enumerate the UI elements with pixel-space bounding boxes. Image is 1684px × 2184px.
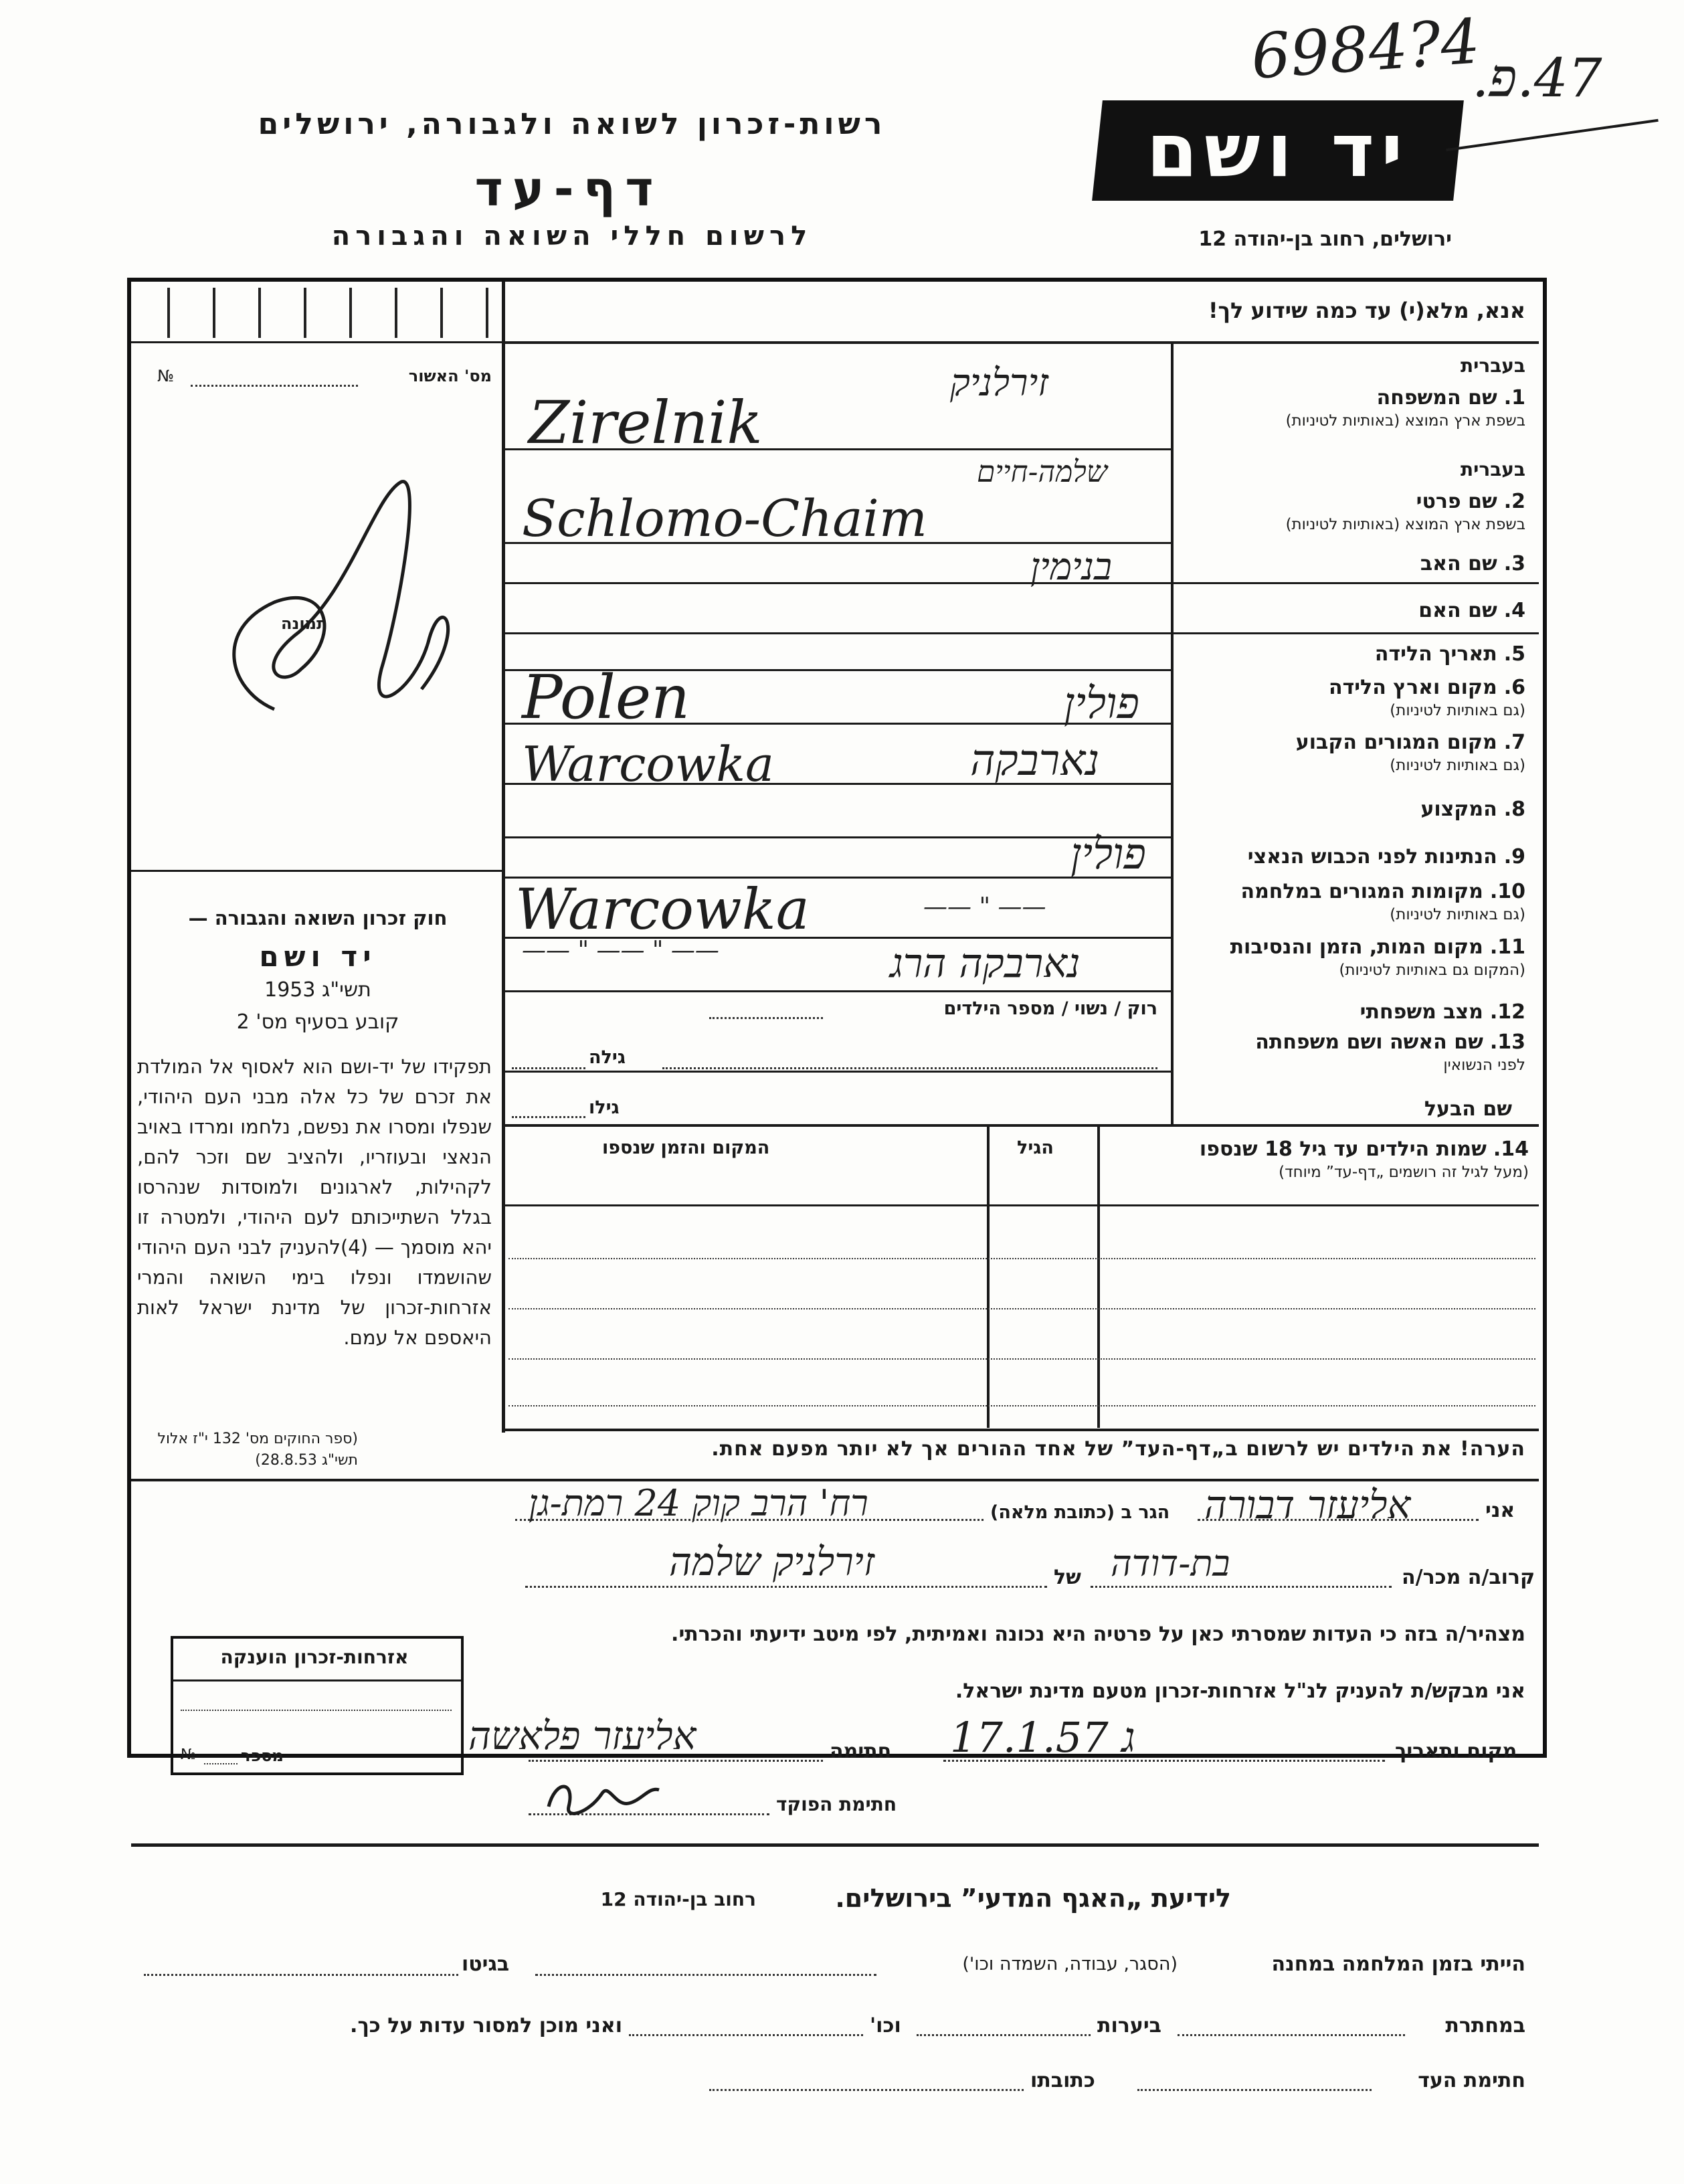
handwritten-underline [1446,119,1658,151]
wife-age-field[interactable] [512,1067,585,1069]
field-3-title: שם האב [1420,552,1497,575]
footer-witness-address-label: כתובתו [1030,2069,1095,2092]
field-2-hebrew-value[interactable]: שלמה-חיים [977,455,1108,489]
stamp-box-title: אזרחות-זכרון הוענקה [220,1646,409,1668]
footer-witness-signature-label: חתימת העד [1418,2069,1525,2092]
field-3-value[interactable]: בנימין [1030,545,1113,589]
field-1-hebrew-value[interactable]: זירלניק [950,361,1048,405]
row-rule [505,1071,1171,1073]
husband-age-label: גילו [589,1097,620,1118]
yad-vashem-logo [1092,100,1464,201]
note-bottom-rule [131,1479,1539,1481]
of-value[interactable]: זירלניק שלמה [669,1539,875,1584]
children-col-divider [987,1127,990,1428]
field-7-title: מקום המגורים הקבוע [1295,731,1497,754]
footer-forests-label: ביערות [1097,2014,1161,2037]
field-11-ditto: —— " —— " —— [522,937,719,964]
footer-title: לידיעת „האגף המדעי” בירושלים. [835,1884,1231,1913]
field-14-sub: (מעל לגיל זה רושמים „דף-עד” מיוחד) [1279,1164,1529,1181]
tick [258,288,261,338]
wife-name-field[interactable] [662,1067,1157,1069]
law-title: חוק זכרון השואה והגבורה — [188,907,448,929]
field-9-title: הנתינות לפני הכבוש הנאצי [1247,845,1497,869]
tick [167,288,170,338]
law-clause: קובע בסעיף מס' 2 [236,1010,399,1034]
field-11-hebrew-value[interactable]: נארבקה הרג [890,940,1081,987]
row-rule [505,632,1539,634]
field-5-number: 5. [1503,642,1525,666]
field-7-latin-value[interactable]: Warcowka [522,736,774,792]
field-4-title: שם האם [1418,599,1497,622]
field-6-sub: (גם באותיות לטיניות) [1390,702,1525,719]
logo-text: יד ושם [1146,108,1410,193]
field-1-label [1178,355,1525,430]
approval-no-sign: № [157,367,174,385]
approval-number-label: מס' האשור [408,367,492,385]
field-4-label [1178,599,1525,622]
field-10-label [1178,880,1525,923]
approval-number-field[interactable] [191,385,358,387]
field-10-ditto: —— " —— [923,893,1046,921]
field-1-hebrew-tag: בעברית [1460,355,1525,377]
children-row[interactable] [508,1258,1535,1259]
field-12-label [1178,1000,1525,1024]
children-row[interactable] [508,1405,1535,1406]
signature-line [529,1760,823,1762]
husband-title: שם הבעל [1424,1097,1512,1121]
field-2-number: 2. [1503,490,1525,513]
field-1-latin-value[interactable]: Zirelnik [529,388,763,457]
tick [213,288,215,338]
note-text: הערה! את הילדים יש לרשום ב„דף-העד” של אחד ההורים אך לא יותר מפעם אחת. [711,1437,1525,1461]
declarant-label: אני [1485,1499,1515,1522]
footer-ghetto-label: בגיטו [462,1952,510,1976]
children-row[interactable] [508,1308,1535,1309]
field-9-number: 9. [1503,845,1525,869]
field-3-label [1178,552,1525,575]
relation-value[interactable]: בת-דודה [1111,1542,1230,1584]
declarant-name-value[interactable]: אליעזר דבורה [1204,1482,1411,1528]
footer-forests-field[interactable] [917,2034,1091,2036]
tick [486,288,488,338]
field-10-latin-value[interactable]: Warcowka [515,877,810,942]
children-place-header: המקום והזמן שנספו [602,1138,770,1158]
stamp-box-rule [173,1679,461,1681]
field-3-number: 3. [1503,552,1525,575]
law-year: תשי"ג 1953 [264,978,371,1002]
stamp-box-line [181,1710,452,1711]
note-top-rule [505,1429,1539,1431]
field-4-number: 4. [1503,599,1525,622]
field-8-title: המקצוע [1420,798,1497,821]
relative-label: קרוב/ה מכר/ה [1402,1566,1535,1589]
law-reference: (ספר החוקים מס' 132 י"ז אלול תשי"ג 28.8.53) [157,1431,358,1469]
row-rule [505,990,1171,992]
of-line [525,1586,1047,1588]
field-11-title: מקום המות, הזמן והנסיבות [1230,935,1483,959]
place-date-label: מקום ותאריך [1395,1740,1517,1763]
field-11-number: 11. [1489,935,1525,959]
stamp-number-label: מספר [241,1746,284,1765]
form-title: דף-עד [474,161,663,217]
header-address: ירושלים, רחוב בן-יהודה 12 [1198,227,1452,251]
field-12-title: מצב משפחתי [1360,1000,1483,1024]
footer-witness-address-field[interactable] [709,2089,1024,2091]
footer-underground-label: במחתרת [1445,2014,1525,2037]
handwritten-mark: 47.פ. [1472,47,1602,109]
form-subtitle: לרשום חללי השואה והגבורה [331,221,813,252]
children-age-header: הגיל [1017,1138,1054,1158]
field-1-title: שם המשפחה [1376,386,1497,410]
field-13-title: שם האשה ושם משפחתה [1255,1030,1483,1054]
field-6-latin-value[interactable]: Polen [522,662,690,733]
law-text: תפקידו של יד-ושם הוא לאסוף אל המולדת את זכרם של כל אלה מבני העם היהודי, שנפלו ומסרו את נפשם, נלחמו ומרדו באויב הנאצי ובעוזריו, ולהציב שם וזכר להם, לקהילות, לארגונים ולמוסדות שנהרסו בגלל השתייכותם לעם היהודי, ולמטרה זו יהא מוסמך — (4)להעניק לבני העם היהודי שהושמדו ונפלו בימי השואה והמרי אזרחות-זכרון של מדינת ישראל לאות היאספם אל עמם. [137,1055,492,1349]
tick [349,288,352,338]
footer-underground-field[interactable] [1178,2034,1405,2036]
field-11-sub: (המקום גם באותיות לטיניות) [1339,962,1525,979]
signature-label: חתימה [830,1740,892,1763]
row-rule [505,1124,1539,1127]
tick [304,288,306,338]
row-rule [505,582,1539,584]
husband-age-field[interactable] [512,1116,585,1118]
place-date-value[interactable]: ג 17.1.57 [950,1713,1135,1762]
wife-age-label: גילה [589,1047,626,1068]
address-value[interactable]: רח' הרב קוק 24 רמת-גן [529,1482,868,1524]
field-6-number: 6. [1503,676,1525,699]
footer-willing-text: ואני מוכן למסור עדות על כך. [350,2014,622,2037]
law-top-rule [131,870,502,872]
field-6-title: מקום וארץ הלידה [1328,676,1497,699]
declaration-text: מצהיר/ה בזה כי העדות שמסרתי כאן על פרטיה היא נכונה ואמיתית, לפי מיטב ידיעתי והכרתי. [671,1623,1525,1646]
field-13-sub: לפני הנשואין [1443,1057,1525,1074]
field-6-label [1178,676,1525,719]
photo-scribble [201,468,508,749]
marital-options[interactable]: רוק / נשוי / מספר הילדים [943,998,1157,1019]
field-13-label [1178,1030,1525,1074]
left-column-divider [502,282,505,1433]
field-7-hebrew-value[interactable]: נארבקה [970,736,1100,786]
field-10-number: 10. [1489,880,1525,903]
field-2-title: שם פרטי [1416,490,1497,513]
label-column-divider [1171,341,1174,1124]
footer-witness-signature-field[interactable] [1137,2089,1372,2091]
officer-signature-scribble [535,1766,669,1827]
field-13-number: 13. [1489,1030,1525,1054]
footer-camp-types: (הסגר, עבודה, השמדה וכו') [962,1954,1178,1975]
field-2-hebrew-tag: בעברית [1460,458,1525,480]
instruction-text: אנא, מלא(י) עד כמה שידוע לך! [1208,298,1525,323]
field-7-label [1178,731,1525,774]
field-7-sub: (גם באותיות לטיניות) [1390,757,1525,774]
footer-ghetto-field[interactable] [144,1974,458,1976]
field-7-number: 7. [1503,731,1525,754]
field-14-number: 14. [1493,1138,1529,1161]
field-12-number: 12. [1489,1000,1525,1024]
children-header-rule [505,1204,1539,1206]
officer-signature-label: חתימת הפוקד [776,1793,897,1815]
relation-line [1091,1586,1392,1588]
photo-label: תמונה [281,614,328,633]
authority-title: רשות-זכרון לשואה ולגבורה, ירושלים [258,107,886,141]
stamp-no-sign: № [181,1746,196,1763]
footer-address: רחוב בן-יהודה 12 [600,1888,756,1910]
field-1-number: 1. [1503,386,1525,410]
tick [440,288,443,338]
field-14-title: שמות הילדים עד גיל 18 שנספו [1199,1138,1487,1161]
field-9-value[interactable]: פולין [1070,830,1146,879]
footer-etc-label: וכו' [870,2014,901,2037]
field-10-title: מקומות המגורים במלחמה [1240,880,1483,903]
field-2-label [1178,458,1525,533]
husband-label [1178,1097,1512,1121]
field-6-hebrew-value[interactable]: פולין [1064,679,1139,729]
field-14-label [1101,1138,1529,1181]
children-row[interactable] [508,1358,1535,1360]
id-tick-boxes [167,288,488,338]
field-1-sub: בשפת ארץ המוצא (באותיות לטיניות) [1285,412,1525,430]
field-5-title: תאריך הלידה [1374,642,1497,666]
children-col-divider [1097,1127,1100,1428]
footer-etc-field[interactable] [629,2034,863,2036]
footer-camp-label: הייתי בזמן המלחמה במחנה [1271,1952,1525,1976]
of-label: של [1054,1566,1081,1589]
children-count-field[interactable] [709,1017,823,1019]
field-8-number: 8. [1503,798,1525,821]
tick-boxes-rule [131,341,502,343]
field-10-sub: (גם באותיות לטיניות) [1390,906,1525,923]
field-2-sub: בשפת ארץ המוצא (באותיות לטיניות) [1285,516,1525,533]
field-11-label [1178,935,1525,979]
handwritten-number: 6984?4 [1248,5,1483,93]
footer-top-rule [131,1843,1539,1847]
address-label: הגר ב (כתובת מלאה) [990,1502,1170,1523]
stamp-number-field[interactable] [204,1763,238,1764]
field-2-latin-value[interactable]: Schlomo-Chaim [522,488,927,548]
field-9-label [1178,845,1525,869]
law-name: יד ושם [259,940,377,973]
request-text: אני מבקש/ת להעניק לנ"ל אזרחות-זכרון מטעם מדינת ישראל. [955,1679,1525,1703]
signature-value[interactable]: אליעזר פלאשה [468,1713,696,1758]
field-8-label [1178,798,1525,821]
tick [395,288,397,338]
footer-camp-field[interactable] [535,1974,876,1976]
field-5-label [1178,642,1525,666]
instruction-rule [505,341,1539,344]
